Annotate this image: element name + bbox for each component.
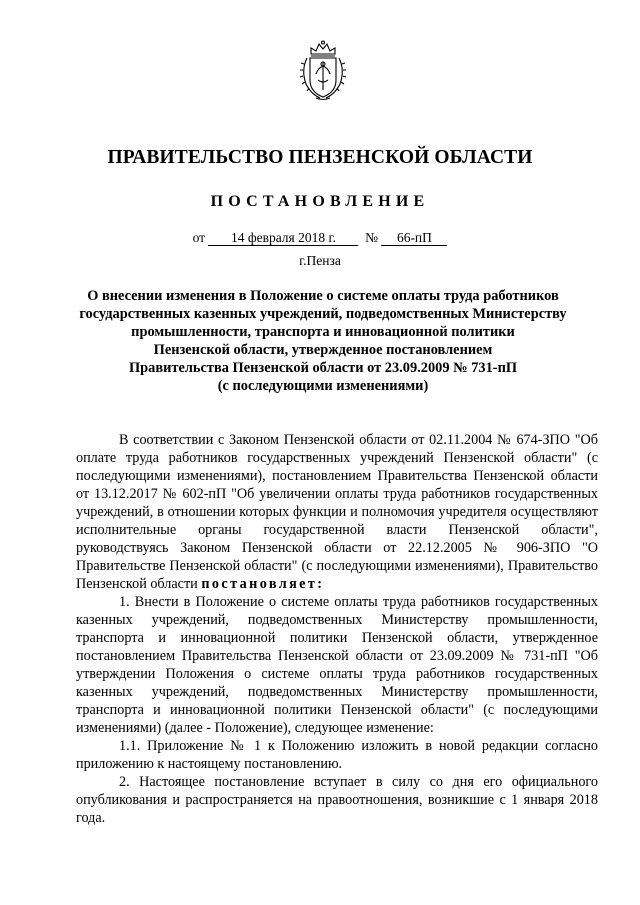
item-1-paragraph: 1. Внести в Положение о системе оплаты труда работников государственных казенных учреждений, подведомственных Министерству промышленности, транспорта и инновационной политики Пензенской области, утвержденное постановлением Правительства Пензенской области от 23.09.2009 № 731-пП "Об утверждении Положения о системе оплаты труда работников государственных казенных учреждений, подведомственных Министерству промышленности, транспорта и инновационной политики Пензенской области" (с последующими изменениями) (далее - Положение), следующее изменение:	[76, 594, 598, 736]
date-prefix: от	[192, 230, 206, 245]
government-title: ПРАВИТЕЛЬСТВО ПЕНЗЕНСКОЙ ОБЛАСТИ	[107, 147, 533, 168]
heading-line: О внесении изменения в Положение о системе оплаты труда работников	[87, 288, 559, 304]
document-body	[76, 431, 598, 827]
heading-line: государственных казенных учреждений, подведомственных Министерству	[79, 306, 567, 322]
document-type: ПОСТАНОВЛЕНИЕ	[210, 193, 430, 210]
heading-line: Правительства Пензенской области от 23.09.2009 № 731-пП	[128, 360, 518, 376]
preamble-paragraph	[76, 431, 598, 593]
item-1-1-paragraph: 1.1. Приложение № 1 к Положению изложить в новой редакции согласно приложению к настоящему постановлению.	[76, 738, 598, 772]
document-date: 14 февраля 2018 г.	[208, 230, 358, 246]
city: г.Пенза	[299, 253, 341, 268]
penza-coat-of-arms-icon	[298, 40, 348, 102]
document-number: 66-пП	[381, 230, 447, 246]
date-number-line	[0, 230, 640, 246]
number-label: №	[365, 230, 379, 245]
item-2-paragraph: 2. Настоящее постановление вступает в силу со дня его официального опубликования и распространяется на правоотношения, возникшие с 1 января 2018 года.	[76, 774, 598, 826]
preamble-text: В соответствии с Законом Пензенской области от 02.11.2004 № 674-ЗПО "Об оплате труда работников государственных учреждений Пензенской области" (с последующими изменениями), постановлением Правительства Пензенской области от 13.12.2017 № 602-пП "Об увеличении оплаты труда работников государственных учреждений, в отношении которых функции и полномочия учредителя осуществляют исполнительные органы государственной власти Пензенской области", руководствуясь Законом Пензенской области от 22.12.2005 № 906-ЗПО "О Правительстве Пензенской области" (с последующими изменениями), Правительство Пензенской области	[76, 432, 598, 592]
heading-line: Пензенской области, утвержденное постановлением	[153, 342, 493, 358]
heading-line: промышленности, транспорта и инновационной политики	[131, 324, 515, 340]
document-heading	[60, 287, 586, 395]
heading-line: (с последующими изменениями)	[217, 378, 429, 394]
decree-word: постановляет:	[201, 576, 325, 592]
